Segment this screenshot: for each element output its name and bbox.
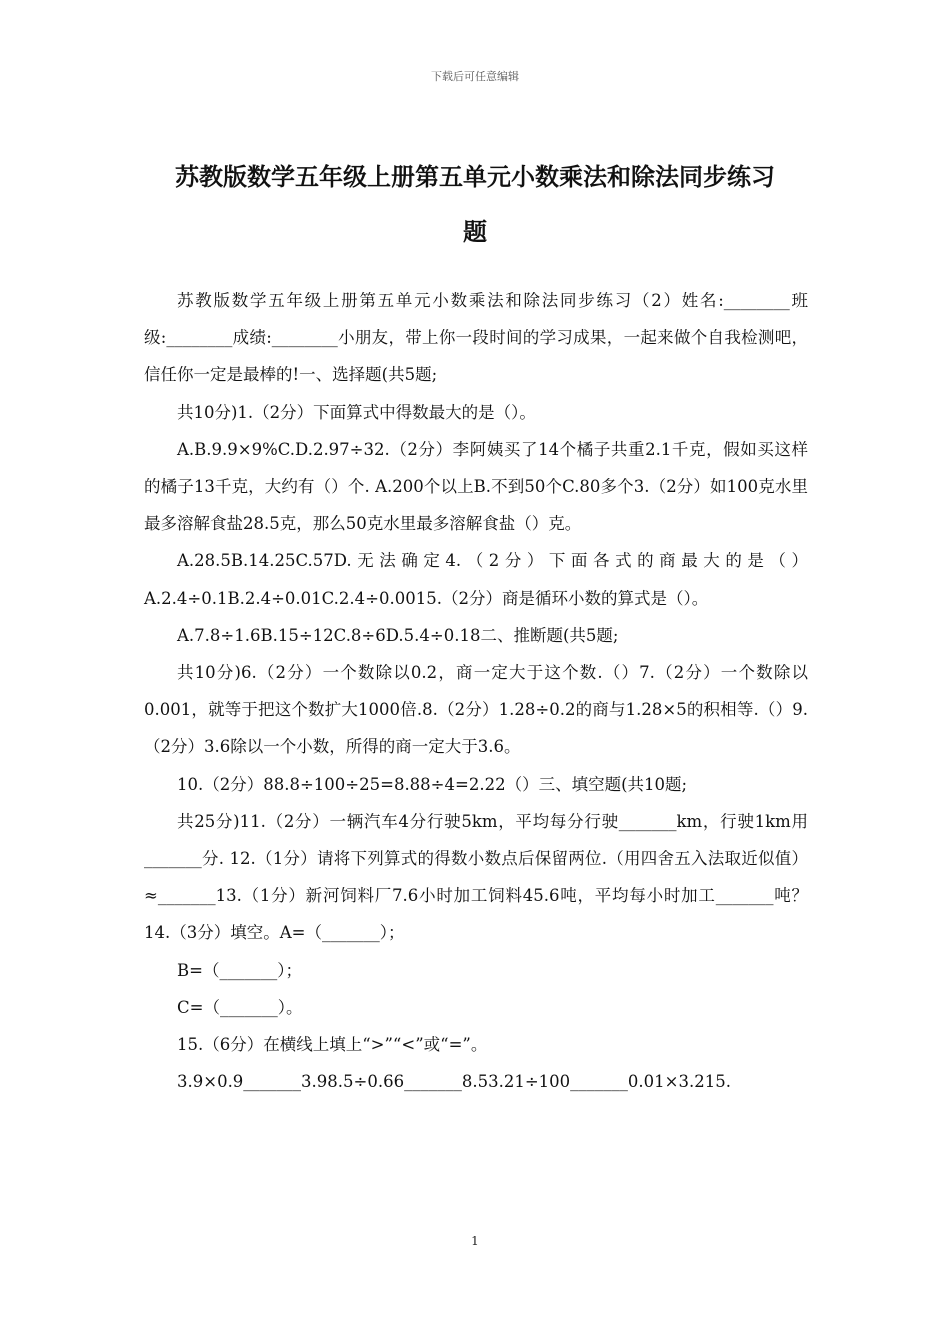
document-body	[144, 282, 808, 1100]
paragraph-q1: 共10分)1.（2分）下面算式中得数最大的是（）。	[177, 402, 536, 422]
page-header-note: 下载后可任意编辑	[431, 70, 519, 83]
paragraph-q6-q9: 共10分)6.（2分）一个数除以0.2，商一定大于这个数.（）7.（2分）一个数除以0.001，就等于把这个数扩大1000倍.8.（2分）1.28÷0.2的商与1.28×5的积相等.（）9.（2分）3.6除以一个小数，所得的商一定大于3.6。	[144, 663, 808, 757]
title-line-2: 题	[463, 218, 487, 246]
page-number: 1	[471, 1234, 479, 1248]
paragraph-q14-c: C=（_______）。	[177, 997, 303, 1017]
paragraph-q14-b: B=（_______）；	[177, 960, 302, 980]
paragraph-q10-section-3: 10.（2分）88.8÷100÷25=8.88÷4=2.22（）三、填空题(共10题;	[177, 774, 688, 794]
title-line-1: 苏教版数学五年级上册第五单元小数乘法和除法同步练习	[175, 163, 775, 191]
paragraph-intro: 苏教版数学五年级上册第五单元小数乘法和除法同步练习（2）姓名:________班级:________成绩:________小朋友，带上你一段时间的学习成果，一起来做个自我检测吧，信任你一定是最棒的!一、选择题(共5题;	[144, 291, 808, 385]
document-title	[140, 150, 810, 260]
paragraph-q1-options-q2-q3: A.B.9.9×9%C.D.2.97÷32.（2分）李阿姨买了14个橘子共重2.1千克，假如买这样的橘子13千克，大约有（）个. A.200个以上B.不到50个C.80多个3.（2分）如100克水里最多溶解食盐28.5克，那么50克水里最多溶解食盐（）克。	[144, 439, 808, 534]
paragraph-q15-items: 3.9×0.9_______3.98.5÷0.66_______8.53.21÷100_______0.01×3.215.	[177, 1072, 731, 1092]
paragraph-q15: 15.（6分）在横线上填上“>”“<”或“=”。	[177, 1035, 488, 1055]
paragraph-q11-q14: 共25分)11.（2分）一辆汽车4分行驶5km，平均每分行驶_______km，行驶1km用_______分. 12.（1分）请将下列算式的得数小数点后保留两位.（用四舍五入法取近似值）≈_______13.（1分）新河饲料厂7.6小时加工饲料45.6吨，平均每小时加工_______吨？14.（3分）填空。A=（_______）；	[144, 811, 808, 943]
paragraph-q5-options-section-2: A.7.8÷1.6B.15÷12C.8÷6D.5.4÷0.18二、推断题(共5题;	[177, 625, 619, 645]
paragraph-q3-options-q4-q5: A.28.5B.14.25C.57D.无法确定4.（2分）下面各式的商最大的是（）A.2.4÷0.1B.2.4÷0.01C.2.4÷0.0015.（2分）商是循环小数的算式是（）。	[144, 551, 808, 608]
